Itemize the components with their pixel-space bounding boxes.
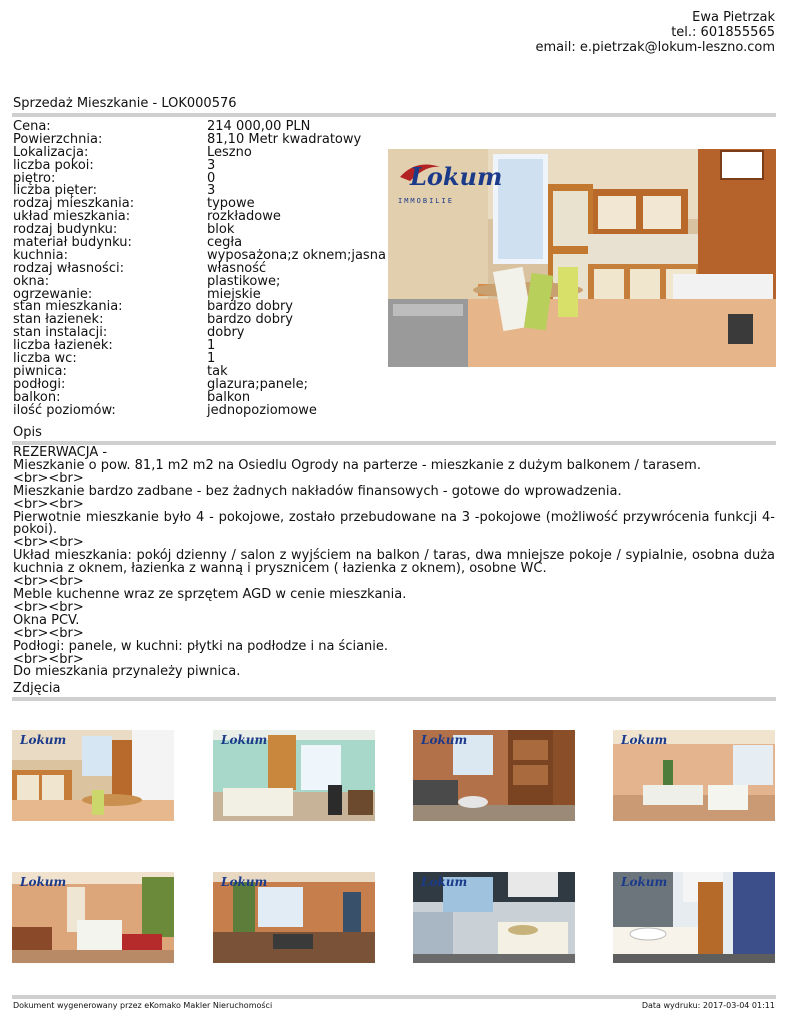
thumbnail-logo xyxy=(617,733,668,753)
agent-contact xyxy=(536,10,775,55)
property-value: jednopoziomowe xyxy=(207,402,317,418)
property-label: rodzaj własności: xyxy=(13,260,124,276)
thumbnail-logo-text: Lokum xyxy=(20,875,67,889)
property-label: Powierzchnia: xyxy=(13,131,103,147)
property-label: liczba pięter: xyxy=(13,183,97,199)
thumbnail-logo xyxy=(617,875,668,895)
agent-name: Ewa Pietrzak xyxy=(692,10,775,25)
property-value: Leszno xyxy=(207,144,252,160)
logo-subtext: IMMOBILIE xyxy=(398,197,454,205)
footer-generator-text: Dokument wygenerowany przez eKomako Makler Nieruchomości xyxy=(13,1001,273,1010)
property-label: ogrzewanie: xyxy=(13,286,93,302)
property-value: 3 xyxy=(207,157,216,173)
description-line: REZERWACJA - xyxy=(13,445,108,460)
property-label: balkon: xyxy=(13,389,61,405)
property-label: piętro: xyxy=(13,170,56,186)
thumbnail-logo-text: Lokum xyxy=(20,733,67,747)
photo-thumbnail-bathroom[interactable] xyxy=(413,872,575,963)
property-label: stan instalacji: xyxy=(13,325,108,341)
property-value: 0 xyxy=(207,170,216,186)
description-line: Mieszkanie o pow. 81,1 m2 m2 na Osiedlu Ogrody na parterze - mieszkanie z dużym balkonem / tarasem. xyxy=(13,457,701,473)
property-label: liczba pokoi: xyxy=(13,157,94,173)
photo-thumbnail-salon[interactable] xyxy=(613,730,775,821)
description-line: <br><br> xyxy=(13,496,84,512)
property-label: układ mieszkania: xyxy=(13,209,131,225)
main-photo xyxy=(388,149,776,367)
photo-thumbnail-living-area[interactable] xyxy=(213,872,375,963)
description-line: Pierwotnie mieszkanie było 4 - pokojowe, zostało przebudowane na 3 -pokojowe (możliwość przywrócenia funkcji 4-pokoi). xyxy=(13,509,775,538)
photo-thumbnail-lounge[interactable] xyxy=(12,872,174,963)
property-value: cegła xyxy=(207,235,243,251)
property-value: tak xyxy=(207,363,228,379)
property-value: 3 xyxy=(207,183,216,199)
description-line: <br><br> xyxy=(13,535,84,551)
description-heading: Opis xyxy=(13,425,42,440)
description-line: Mieszkanie bardzo zadbane - bez żadnych nakładów finansowych - gotowe do wprowadzenia. xyxy=(13,483,622,499)
photo-thumbnail-kitchen[interactable] xyxy=(12,730,174,821)
property-value: typowe xyxy=(207,196,255,212)
thumbnail-logo-text: Lokum xyxy=(621,875,668,889)
description-line: <br><br> xyxy=(13,574,84,590)
property-label: Lokalizacja: xyxy=(13,144,89,160)
property-label: stan łazienek: xyxy=(13,312,104,328)
property-value: glazura;panele; xyxy=(207,376,309,392)
thumbnail-logo xyxy=(16,875,67,895)
photo-thumbnail-bedroom[interactable] xyxy=(213,730,375,821)
thumbnail-logo-text: Lokum xyxy=(221,875,268,889)
listing-title: Sprzedaż Mieszkanie - LOK000576 xyxy=(13,96,237,111)
property-label: liczba wc: xyxy=(13,351,77,367)
photo-thumbnail-living-room[interactable] xyxy=(413,730,575,821)
thumbnail-logo xyxy=(16,733,67,753)
description-divider xyxy=(12,441,776,445)
description-line: Podłogi: panele, w kuchni: płytki na podłodze i na ścianie. xyxy=(13,638,389,654)
agent-phone: tel.: 601855565 xyxy=(671,25,775,40)
property-label: stan mieszkania: xyxy=(13,299,123,315)
photo-thumbnail-bathroom-sink[interactable] xyxy=(613,872,775,963)
thumbnail-logo-text: Lokum xyxy=(221,733,268,747)
property-value: 81,10 Metr kwadratowy xyxy=(207,131,362,147)
description-line: Meble kuchenne wraz ze sprzętem AGD w cenie mieszkania. xyxy=(13,586,407,602)
property-label: rodzaj mieszkania: xyxy=(13,196,135,212)
description-line: <br><br> xyxy=(13,599,84,615)
thumbnail-logo-text: Lokum xyxy=(621,733,668,747)
description-text xyxy=(13,447,775,679)
logo-text: Lokum xyxy=(410,162,503,191)
property-value: bardzo dobry xyxy=(207,312,293,328)
thumbnail-logo xyxy=(217,733,268,753)
thumbnail-logo-text: Lokum xyxy=(421,733,468,747)
property-label: Cena: xyxy=(13,119,51,134)
property-label: liczba łazienek: xyxy=(13,338,113,354)
property-value: 1 xyxy=(207,351,216,367)
property-value: balkon xyxy=(207,389,251,405)
property-value: własność xyxy=(207,260,267,276)
title-divider xyxy=(12,113,776,117)
property-value: 214 000,00 PLN xyxy=(207,119,311,134)
property-value: miejskie xyxy=(207,286,261,302)
property-value: rozkładowe xyxy=(207,209,281,225)
property-value: bardzo dobry xyxy=(207,299,293,315)
description-line: Układ mieszkania: pokój dzienny / salon z wyjściem na balkon / taras, dwa mniejsze pokoje / sypialnie, osobna duża kuchnia z oknem, łazienka z wanną i prysznicem ( łazienka z oknem), osobne WC. xyxy=(13,548,775,577)
property-label: rodzaj budynku: xyxy=(13,222,118,238)
description-line: <br><br> xyxy=(13,651,84,667)
thumbnail-logo xyxy=(217,875,268,895)
description-line: Okna PCV. xyxy=(13,612,80,628)
property-label: podłogi: xyxy=(13,376,66,392)
property-value: blok xyxy=(207,222,235,238)
description-line: Do mieszkania przynależy piwnica. xyxy=(13,664,241,680)
agency-logo xyxy=(396,157,503,209)
property-label: piwnica: xyxy=(13,363,67,379)
property-value: wyposażona;z oknem;jasna xyxy=(207,247,386,263)
property-value: dobry xyxy=(207,325,245,341)
property-value: 1 xyxy=(207,338,216,354)
photos-heading: Zdjęcia xyxy=(13,681,61,696)
thumbnail-logo xyxy=(417,733,468,753)
photos-divider xyxy=(12,697,776,701)
footer-divider xyxy=(12,995,776,999)
agent-email: email: e.pietrzak@lokum-leszno.com xyxy=(535,40,775,55)
thumbnail-logo xyxy=(417,875,468,895)
property-label: materiał budynku: xyxy=(13,235,132,251)
footer-print-date: Data wydruku: 2017-03-04 01:11 xyxy=(641,1001,775,1010)
description-line: <br><br> xyxy=(13,625,84,641)
thumbnail-logo-text: Lokum xyxy=(421,875,468,889)
property-label: ilość poziomów: xyxy=(13,402,116,418)
property-label: okna: xyxy=(13,273,50,289)
property-label: kuchnia: xyxy=(13,247,68,263)
property-value: plastikowe; xyxy=(207,273,281,289)
description-line: <br><br> xyxy=(13,470,84,486)
